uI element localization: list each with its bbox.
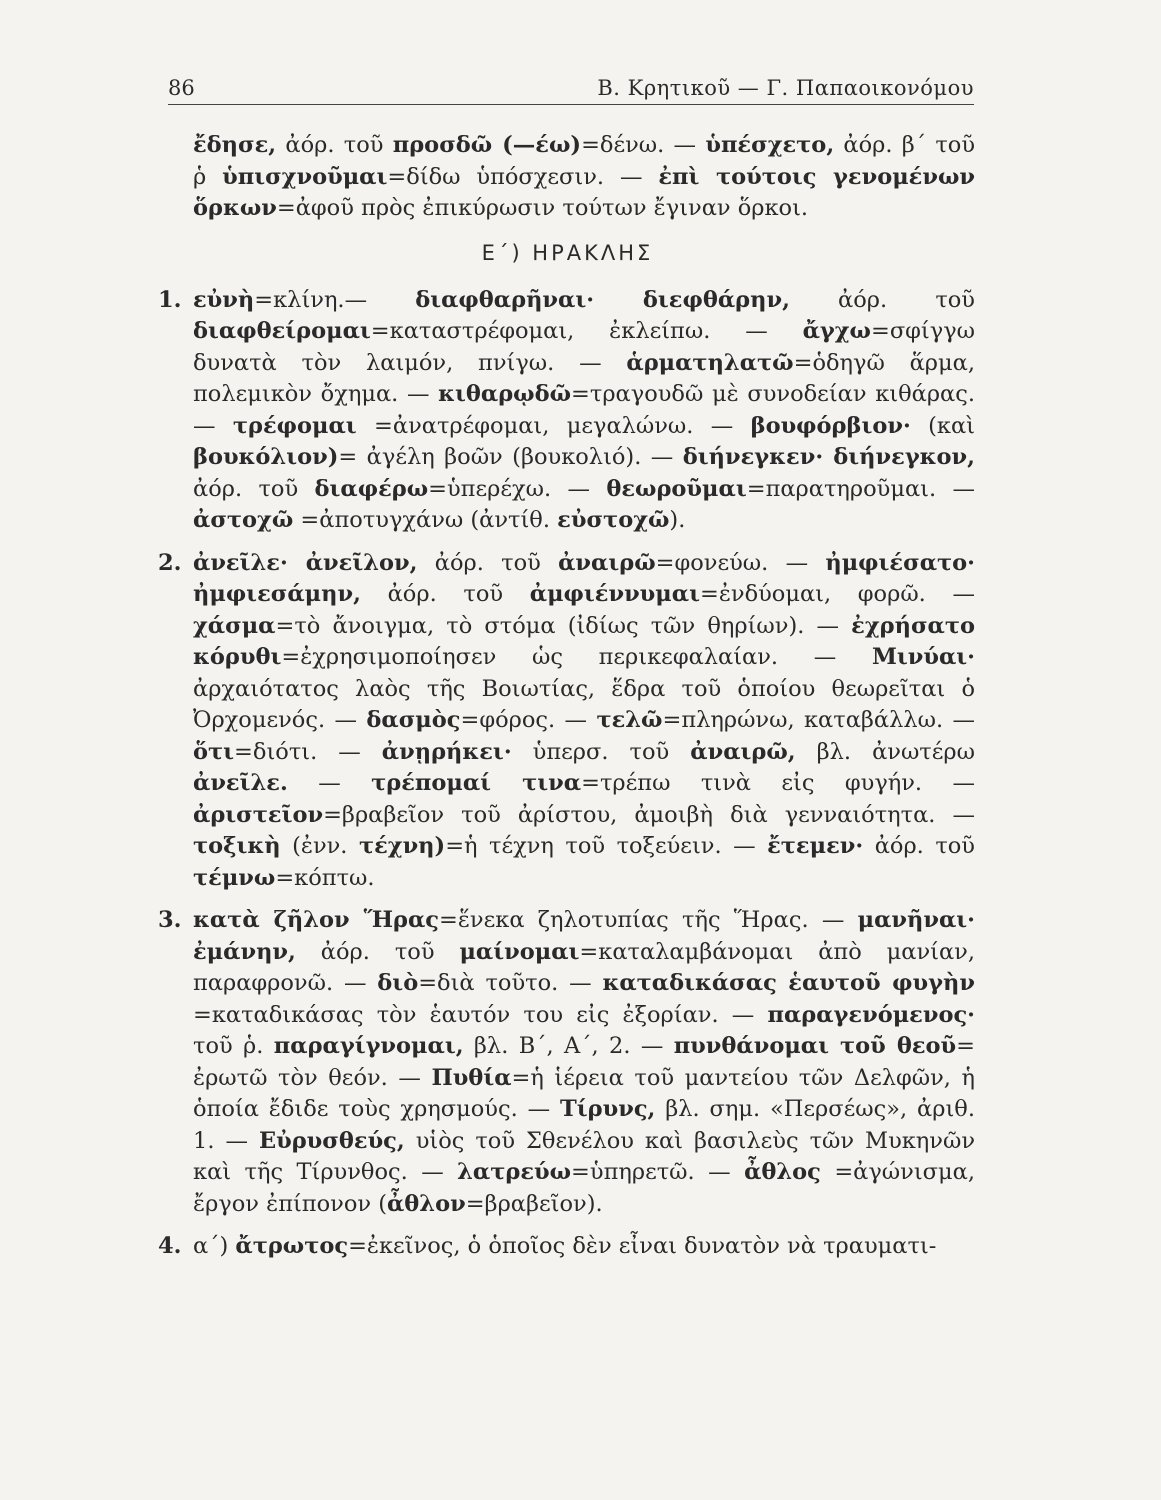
glossary-term: θεωροῦμαι <box>606 475 747 502</box>
glossary-term: κατὰ ζῆλον Ἥρας <box>193 907 439 933</box>
gloss-text: υἱὸς τοῦ Σθενέλου καὶ βασιλεὺς τῶν Μυκηνῶν καὶ τῆς Τίρυνθος. — <box>193 1127 975 1185</box>
glossary-term: παραγενόμενος· <box>767 1001 975 1028</box>
glossary-term: βουφόρβιον· <box>750 412 911 439</box>
glossary-term: μαίνομαι <box>459 938 580 965</box>
gloss-text: =ἀφοῦ πρὸς ἐπικύρωσιν τούτων ἔγιναν ὅρκοι. <box>276 195 809 221</box>
glossary-term: ἔδησε, <box>193 132 277 158</box>
gloss-text: =ἐνδύομαι, φορῶ. — <box>699 581 976 607</box>
gloss-text: =ἐκεῖνος, ὁ ὁποῖος δὲν εἶναι δυνατὸν νὰ τραυματι- <box>348 1233 937 1259</box>
glossary-term: τρέφομαι <box>232 412 357 439</box>
glossary-term: καταδικάσας ἑαυτοῦ φυγὴν <box>602 970 975 996</box>
item-number: 4. <box>158 1233 182 1259</box>
glossary-term: Πυθία <box>431 1064 512 1091</box>
item-number: 3. <box>158 907 182 933</box>
glossary-term: ὑπέσχετο, <box>705 132 835 158</box>
glossary-term: ἀνεῖλε. <box>193 770 288 796</box>
gloss-text: — <box>287 770 372 796</box>
glossary-term: διήνεγκεν· διήνεγκον, <box>682 444 975 470</box>
glossary-term: ὑπισχνοῦμαι <box>222 163 388 190</box>
glossary-item <box>160 285 975 537</box>
gloss-text: =ἡ ἱέρεια τοῦ μαντείου τῶν Δελφῶν, ἡ ὁποία ἔδιδε τοὺς χρησμούς. — <box>193 1064 975 1122</box>
gloss-text: =ὑπηρετῶ. — <box>571 1159 745 1185</box>
gloss-text: ἀόρ. τοῦ <box>193 475 315 502</box>
gloss-text: =ἐχρησιμοποίησεν ὡς περικεφαλαίαν. — <box>281 644 872 670</box>
glossary-term: παραγίγνομαι, <box>273 1033 464 1059</box>
glossary-term: ἀνεῖλε· ἀνεῖλον, <box>193 549 418 576</box>
glossary-term: ἔτεμεν· <box>767 833 864 859</box>
glossary-term: ὅτι <box>193 738 235 765</box>
glossary-term: ἄγχω <box>802 318 871 344</box>
glossary-term: τελῶ <box>596 707 663 733</box>
glossary-term: ἆθλος <box>744 1159 821 1185</box>
gloss-text: =τὸ ἄνοιγμα, τὸ στόμα (ἰδίως τῶν θηρίων). — <box>275 612 852 639</box>
gloss-text: =ἀποτυγχάνω (ἀντίθ. <box>293 507 558 533</box>
gloss-text: =ἀγώνισμα, ἔργον ἐπίπονον ( <box>193 1159 975 1217</box>
glossary-term: τρέπομαί τινα <box>371 770 582 796</box>
page-number: 86 <box>168 76 195 100</box>
glossary-term: ἁρματηλατῶ <box>626 349 794 376</box>
gloss-text: ἀόρ. β΄ τοῦ ῥ <box>193 132 976 190</box>
glossary-term: διαφέρω <box>314 475 429 502</box>
gloss-text: ὑπερσ. τοῦ <box>511 738 691 765</box>
glossary-item <box>160 905 975 1220</box>
glossary-term: ἀναιρῶ <box>558 549 656 576</box>
gloss-text: =δένω. — <box>581 132 706 158</box>
glossary-term: πυνθάνομαι τοῦ θεοῦ <box>673 1033 957 1059</box>
glossary-term: χάσμα <box>193 612 276 639</box>
gloss-text: =πληρώνω, καταβάλλω. — <box>662 707 975 733</box>
gloss-text: =τραγουδῶ μὲ συνοδείαν κιθάρας. — <box>193 381 975 439</box>
glossary-term: Εὐρυσθεύς, <box>258 1127 405 1154</box>
glossary-term: ἀνῃρήκει· <box>381 738 512 765</box>
gloss-text: βλ. σημ. «Περσέως», ἀριθ. 1. — <box>193 1096 975 1154</box>
gloss-text: =βραβεῖον). <box>465 1190 603 1217</box>
glossary-term: ἀστοχῶ <box>193 507 294 533</box>
gloss-text: ἀόρ. τοῦ <box>789 286 975 313</box>
glossary-term: Μινύαι· <box>871 644 975 670</box>
gloss-text: =φονεύω. — <box>655 549 826 576</box>
glossary-term: δασμὸς <box>366 707 461 733</box>
glossary-term: τοξικὴ <box>193 833 281 859</box>
gloss-text: =τρέπω τινὰ εἰς φυγήν. — <box>581 770 976 796</box>
gloss-text: =καταστρέφομαι, ἐκλείπω. — <box>370 318 803 344</box>
glossary-term: μανῆναι· ἐμάνην, <box>193 907 976 965</box>
gloss-text: =ἕνεκα ζηλοτυπίας τῆς Ἥρας. — <box>439 907 858 933</box>
gloss-text: ἀόρ. τοῦ <box>360 581 530 607</box>
glossary-term: τέμνω <box>193 864 276 891</box>
item-number: 1. <box>158 286 182 313</box>
item-number: 2. <box>158 549 182 576</box>
gloss-text: =δίδω ὑπόσχεσιν. — <box>387 163 659 190</box>
gloss-text: =κόπτω. <box>275 864 375 891</box>
gloss-text: = ἐρωτῶ τὸν θεόν. — <box>193 1033 975 1091</box>
gloss-text: ἀόρ. τοῦ <box>295 938 460 965</box>
gloss-text: =σφίγγω δυνατὰ τὸν λαιμόν, πνίγω. — <box>193 318 975 376</box>
gloss-text: =ὑπερέχω. — <box>428 475 607 502</box>
glossary-term: Τίρυνς, <box>560 1096 656 1122</box>
gloss-text: ἀρχαιότατος λαὸς τῆς Βοιωτίας, ἕδρα τοῦ ὁποίου θεωρεῖται ὁ Ὀρχομενός. — <box>193 675 975 733</box>
gloss-text: =καταλαμβάνομαι ἀπὸ μανίαν, παραφρονῶ. — <box>193 938 975 996</box>
gloss-text: (καὶ <box>910 412 976 439</box>
glossary-term: διαφθαρῆναι· διεφθάρην, <box>415 286 790 313</box>
glossary-term: ἀναιρῶ, <box>690 738 796 765</box>
section-title: Ε΄) ΗΡΑΚΛΗΣ <box>481 240 654 265</box>
gloss-text: =διότι. — <box>234 738 382 765</box>
glossary-term: ἠμφιέσατο· ἠμφιεσάμην, <box>193 549 975 607</box>
glossary-term: ἄτρωτος <box>235 1233 349 1259</box>
gloss-text: α΄) <box>193 1233 236 1259</box>
glossary-term: προσδῶ (—έω) <box>392 132 582 158</box>
glossary-term: διὸ <box>377 970 419 996</box>
gloss-text: βλ. ἀνωτέρω <box>795 738 975 765</box>
gloss-text: ἀόρ. τοῦ <box>276 132 393 158</box>
gloss-text: (ἐνν. <box>280 833 359 859</box>
glossary-term: εὐνὴ <box>193 286 255 313</box>
gloss-text: =καταδικάσας τὸν ἑαυτόν του εἰς ἐξορίαν. — <box>193 1001 768 1028</box>
page-header <box>168 70 974 105</box>
gloss-text: =διὰ τοῦτο. — <box>418 970 603 996</box>
glossary-term: λατρεύω <box>457 1159 572 1185</box>
glossary-item <box>160 548 975 895</box>
glossary-list <box>160 285 975 1263</box>
gloss-text: ). <box>669 507 686 533</box>
gloss-text: ἀόρ. τοῦ <box>863 833 975 859</box>
gloss-text: =βραβεῖον τοῦ ἀρίστου, ἀμοιβὴ διὰ γενναιότητα. — <box>323 801 975 828</box>
glossary-term: βουκόλιον) <box>193 444 339 470</box>
glossary-term: ἐπὶ τούτοις γενομένων ὅρκων <box>193 163 975 221</box>
glossary-term: ἐχρήσατο κόρυθι <box>193 612 975 670</box>
glossary-item <box>160 1231 975 1263</box>
glossary-term: εὐστοχῶ <box>557 507 670 533</box>
page-body <box>160 130 975 1274</box>
gloss-text: =ἀνατρέφομαι, μεγαλώνω. — <box>356 412 751 439</box>
gloss-text: ἀόρ. τοῦ <box>417 549 559 576</box>
gloss-text: =ἡ τέχνη τοῦ τοξεύειν. — <box>445 833 768 859</box>
gloss-text: =φόρος. — <box>460 707 597 733</box>
glossary-term: ἆθλον <box>386 1190 466 1217</box>
glossary-term: τέχνη) <box>358 833 446 859</box>
glossary-term: διαφθείρομαι <box>193 318 371 344</box>
running-head: Β. Κρητικοῦ — Γ. Παπαοικονόμου <box>597 76 974 100</box>
glossary-term: κιθαρῳδῶ <box>438 381 572 407</box>
gloss-text: βλ. Β΄, Α΄, 2. — <box>463 1033 674 1059</box>
gloss-text: =ὁδηγῶ ἅρμα, πολεμικὸν ὄχημα. — <box>193 349 975 407</box>
gloss-text: = ἀγέλη βοῶν (βουκολιό). — <box>338 444 683 470</box>
glossary-term: ἀμφιέννυμαι <box>529 581 700 607</box>
gloss-text: =παρατηροῦμαι. — <box>746 475 975 502</box>
gloss-text: τοῦ ῥ. <box>193 1033 274 1059</box>
intro-paragraph <box>160 130 975 225</box>
glossary-term: ἀριστεῖον <box>193 801 324 828</box>
gloss-text: =κλίνη.— <box>254 286 416 313</box>
